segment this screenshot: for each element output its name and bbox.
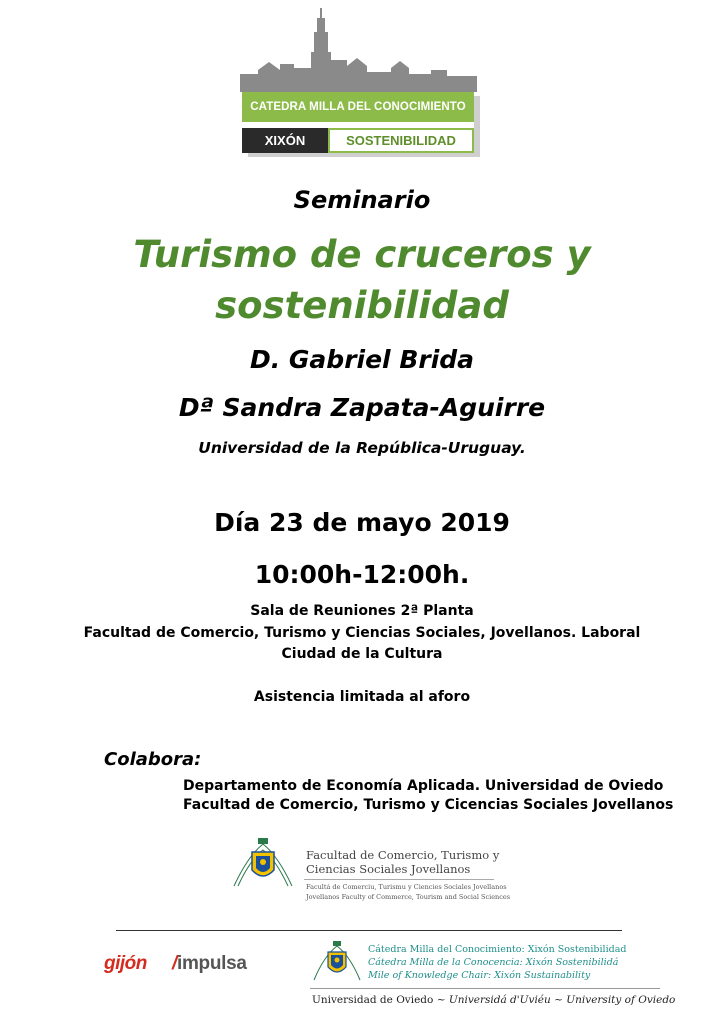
event-time: 10:00h-12:00h. bbox=[254, 560, 470, 589]
impulsa-slash: / bbox=[172, 953, 177, 974]
university-name-ast: Universidá d'Uviéu bbox=[448, 994, 551, 1006]
gijon-logo: gijón bbox=[104, 953, 147, 974]
catedra-logo bbox=[238, 4, 488, 154]
venue-line1: Sala de Reuniones 2ª Planta bbox=[250, 603, 474, 619]
footer-divider bbox=[116, 930, 622, 931]
university-name-en: University of Oviedo bbox=[566, 994, 676, 1006]
catedra-name-es: Cátedra Milla del Conocimiento: Xixón Sostenibilidad bbox=[368, 944, 627, 955]
speaker-affiliation: Universidad de la República-Uruguay. bbox=[198, 439, 526, 457]
banner-shadow bbox=[474, 96, 480, 156]
event-kind: Seminario bbox=[293, 186, 431, 214]
speaker-1: D. Gabriel Brida bbox=[249, 345, 475, 374]
event-title-line1: Turismo de cruceros y bbox=[133, 233, 591, 276]
banner-shadow bbox=[248, 153, 480, 157]
university-names bbox=[312, 994, 675, 1006]
divider bbox=[310, 988, 660, 989]
attendance-note: Asistencia limitada al aforo bbox=[253, 689, 471, 705]
impulsa-text: impulsa bbox=[176, 953, 247, 974]
banner-catedra: CATEDRA MILLA DEL CONOCIMIENTO bbox=[242, 92, 474, 122]
venue-line3: Ciudad de la Cultura bbox=[281, 646, 443, 662]
event-date: Día 23 de mayo 2019 bbox=[214, 508, 510, 537]
banner-xixon: XIXÓN bbox=[242, 128, 328, 153]
impulsa-logo bbox=[172, 953, 247, 975]
collaborator-item: Facultad de Comercio, Turismo y Cicencias Sociales Jovellanos bbox=[183, 797, 674, 813]
divider bbox=[304, 879, 494, 880]
venue-line2: Facultad de Comercio, Turismo y Ciencias Sociales, Jovellanos. Laboral bbox=[83, 625, 641, 641]
faculty-subtitle-ast: Facultá de Comerciu, Turismu y Ciencies Sociales Jovellanos bbox=[306, 883, 507, 891]
university-crest-icon bbox=[228, 836, 298, 892]
speaker-2: Dª Sandra Zapata-Aguirre bbox=[178, 393, 546, 422]
faculty-subtitle-en: Jovellanos Faculty of Commerce, Tourism and Social Sciences bbox=[306, 893, 511, 901]
faculty-name-line2: Ciencias Sociales Jovellanos bbox=[306, 862, 471, 876]
catedra-name-ast: Cátedra Milla de la Conocencia: Xixón Sostenibilidá bbox=[368, 957, 619, 968]
separator: ~ bbox=[554, 994, 563, 1006]
collaborators-heading: Colabora: bbox=[104, 749, 202, 770]
city-skyline-icon bbox=[238, 4, 488, 96]
event-title-line2: sostenibilidad bbox=[215, 284, 509, 327]
university-crest-icon bbox=[310, 940, 364, 984]
university-name-es: Universidad de Oviedo bbox=[312, 994, 434, 1006]
catedra-name-en: Mile of Knowledge Chair: Xixón Sustainability bbox=[368, 970, 591, 981]
separator: ~ bbox=[436, 994, 446, 1006]
collaborator-item: Departamento de Economía Aplicada. Universidad de Oviedo bbox=[183, 778, 664, 794]
banner-sostenibilidad: SOSTENIBILIDAD bbox=[328, 128, 474, 153]
faculty-name-line1: Facultad de Comercio, Turismo y bbox=[306, 848, 500, 862]
